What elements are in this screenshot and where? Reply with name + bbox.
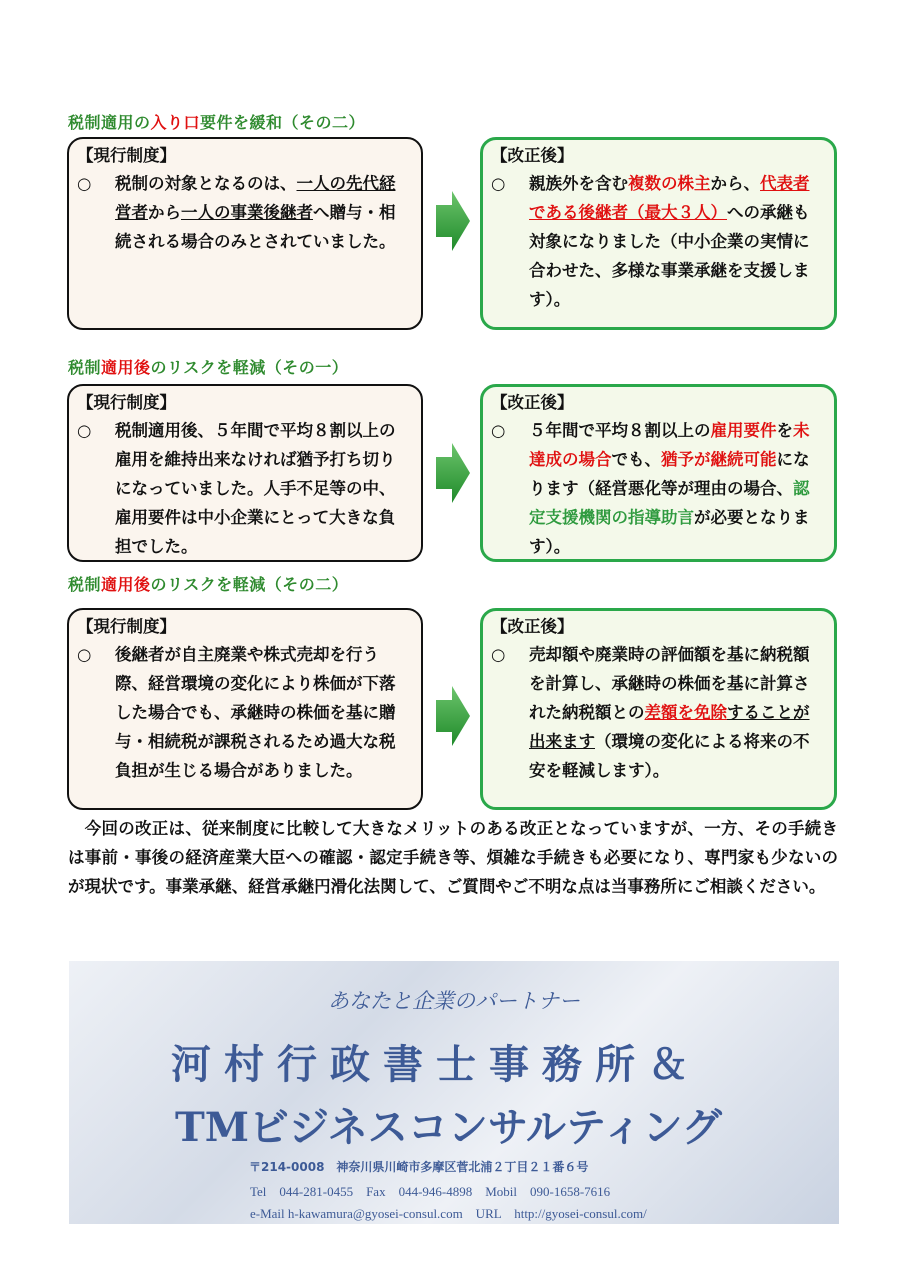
heading-emphasis: 入り口 bbox=[150, 113, 201, 132]
closing-text: 今回の改正は、従来制度に比較して大きなメリットのある改正となっていますが、一方、その手続きは事前・事後の経済産業大臣への確認・認定手続き等、煩雑な手続きも必要になり、専門家も少ないのが現状です。事業承継、経営承継円滑化法関して、ご質問やご不明な点は当事務所にご相談ください。 bbox=[68, 819, 839, 896]
closing-paragraph bbox=[68, 814, 838, 901]
heading-text: 税制 bbox=[68, 575, 102, 594]
heading-text: 要件を緩和（その二） bbox=[200, 113, 366, 132]
heading-text: 税制適用の bbox=[68, 113, 151, 132]
address: 〒214-0008 神奈川県川崎市多摩区菅北浦２丁目２１番６号 bbox=[249, 1160, 589, 1174]
right-arrow-icon bbox=[436, 686, 470, 746]
item-text: 税制適用後、５年間で平均８割以上の雇用を維持出来なければ猶予打ち切りになっていました。人手不足等の中、雇用要件は中小企業にとって大きな負担でした。 bbox=[115, 421, 396, 556]
firm-name-line2: TMビジネスコンサルティング bbox=[175, 1104, 722, 1151]
circle-bullet-icon: ○ bbox=[491, 174, 506, 193]
email-url-line[interactable]: e-Mail h-kawamura@gyosei-consul.com URL http://gyosei-consul.com/ bbox=[250, 1206, 647, 1221]
heading-emphasis: 適用後 bbox=[101, 575, 151, 594]
firm-name-line1: 河村行政書士事務所＆ bbox=[171, 1041, 701, 1088]
bullet-item bbox=[491, 640, 822, 785]
heading-emphasis: 適用後 bbox=[101, 358, 151, 377]
item-text: ５年間で平均８割以上の雇用要件を未達成の場合でも、猶予が継続可能になります（経営悪化等が理由の場合、認定支援機関の指導助言が必要となります）。 bbox=[529, 421, 810, 556]
box-title: 【改正後】 bbox=[491, 617, 574, 636]
right-arrow-icon bbox=[436, 443, 470, 503]
item-text: 後継者が自主廃業や株式売却を行う際、経営環境の変化により株価が下落した場合でも、承継時の株価を基に贈与・相続税が課税されるため過大な税負担が生じる場合がありました。 bbox=[115, 645, 396, 780]
box-title: 【現行制度】 bbox=[77, 393, 176, 412]
bullet-item bbox=[491, 416, 822, 561]
item-text: 親族外を含む複数の株主から、代表者である後継者（最大３人）への承継も対象になりました（中小企業の実情に合わせた、多様な事業承継を支援します）。 bbox=[529, 174, 810, 309]
emphasis-text: 雇用要件 bbox=[710, 421, 777, 440]
current-system-box-3 bbox=[67, 608, 423, 810]
revised-system-box-2 bbox=[480, 384, 837, 562]
box-title: 【現行制度】 bbox=[77, 146, 176, 165]
circle-bullet-icon: ○ bbox=[491, 645, 506, 664]
emphasis-text: 代表者である後継者（最大３人） bbox=[529, 174, 810, 222]
bullet-item bbox=[77, 416, 411, 561]
bullet-item bbox=[491, 169, 822, 314]
phone-fax-line: Tel 044-281-0455 Fax 044-946-4898 Mobil 090-1658-7616 bbox=[250, 1184, 611, 1199]
underlined-text: することが出来ます bbox=[529, 703, 810, 751]
circle-bullet-icon: ○ bbox=[77, 421, 92, 440]
revised-system-box-1 bbox=[480, 137, 837, 330]
heading-text: 税制 bbox=[68, 358, 102, 377]
circle-bullet-icon: ○ bbox=[491, 421, 506, 440]
revised-system-box-3 bbox=[480, 608, 837, 810]
circle-bullet-icon: ○ bbox=[77, 645, 92, 664]
emphasis-text: 未達成の場合 bbox=[529, 421, 810, 469]
box-title: 【改正後】 bbox=[491, 393, 574, 412]
bullet-item bbox=[77, 169, 411, 256]
bullet-item bbox=[77, 640, 411, 785]
item-text: 売却額や廃業時の評価額を基に納税額を計算し、承継時の株価を基に計算された納税額との差額を免除することが出来ます（環境の変化による将来の不安を軽減します）。 bbox=[529, 645, 810, 780]
box-title: 【改正後】 bbox=[491, 146, 574, 165]
emphasis-text: 差額を免除 bbox=[644, 703, 727, 722]
box-title: 【現行制度】 bbox=[77, 617, 176, 636]
underlined-text: 一人の事業後継者 bbox=[181, 203, 313, 222]
current-system-box-2 bbox=[67, 384, 423, 562]
underlined-text: 一人の先代経営者 bbox=[115, 174, 396, 222]
circle-bullet-icon: ○ bbox=[77, 174, 92, 193]
current-system-box-1 bbox=[67, 137, 423, 330]
emphasis-text: 複数の株主 bbox=[628, 174, 711, 193]
section1-heading bbox=[68, 110, 365, 133]
firm-banner bbox=[69, 961, 839, 1224]
emphasis-text: 猶予が継続可能 bbox=[661, 450, 777, 469]
heading-text: のリスクを軽減（その一） bbox=[150, 358, 349, 377]
item-text: 税制の対象となるのは、一人の先代経営者から一人の事業後継者へ贈与・相続される場合のみとされていました。 bbox=[115, 174, 396, 251]
section2-heading bbox=[68, 355, 348, 378]
tagline: あなたと企業のパートナー bbox=[328, 989, 580, 1013]
right-arrow-icon bbox=[436, 191, 470, 251]
section3-heading bbox=[68, 572, 348, 595]
green-emphasis-text: 認定支援機関の指導助言 bbox=[529, 479, 810, 527]
heading-text: のリスクを軽減（その二） bbox=[150, 575, 349, 594]
